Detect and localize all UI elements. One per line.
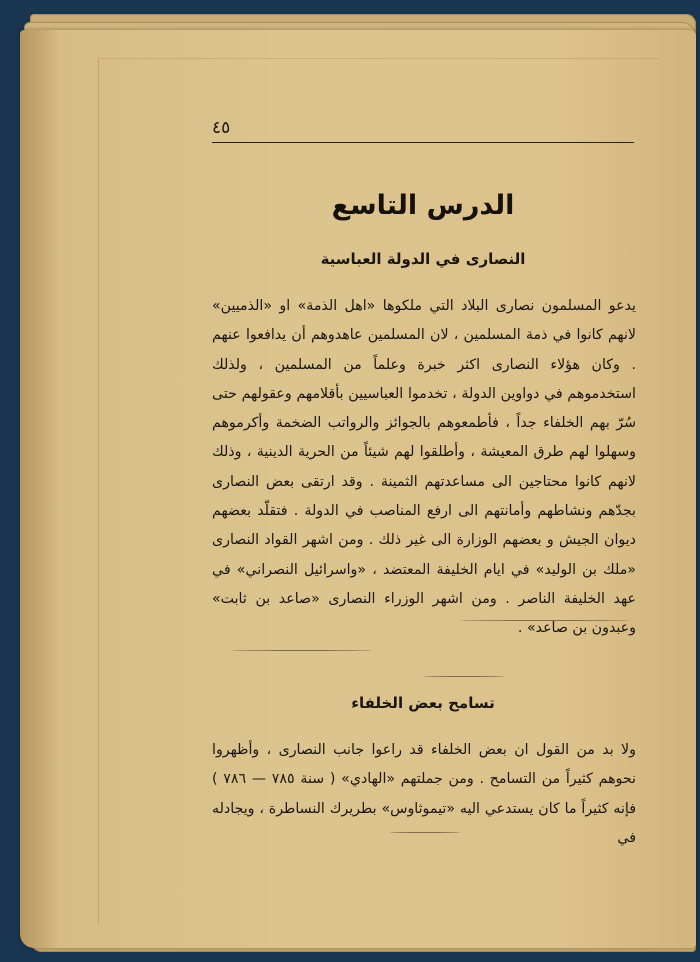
pencil-underline	[460, 620, 630, 621]
pencil-underline	[232, 650, 372, 651]
header-rule	[212, 142, 634, 143]
paragraph-2: ولا بد من القول ان بعض الخلفاء قد راعوا جانب النصارى ، وأظهروا نحوهم كثيراً من التسامح . ومن جملتهم «الهادي» ( سنة ٧٨٥ — ٧٨٦ ) فإنه كثيراً ما كان يستدعي اليه «تيموثاوس» بطريرك النساطرة ، ويجادله في	[212, 742, 636, 846]
pencil-underline	[424, 676, 504, 677]
pencil-underline	[390, 832, 460, 833]
section-title: النصارى في الدولة العباسية	[320, 250, 526, 268]
page-number: ٤٥	[212, 118, 231, 138]
paragraph-1: يدعو المسلمون نصارى البلاد التي ملكوها «اهل الذمة» او «الذميين» لانهم كانوا في ذمة المسلمين ، لان المسلمين عاهدوهم أن يدافعوا عنهم . وكان هؤلاء النصارى اكثر خبرة وعلماً من المسلمين ، ولذلك استخدموهم في دواوين الدولة ، تخدموا العباسيين بأقلامهم وعقولهم حتى سُرّ بهم الخلفاء جداً ، فأطمعوهم بالجوائز والرواتب الضخمة وأكرموهم وسهلوا لهم طرق المعيشة ، وأطلقوا لهم شيئاً من الحرية الدينية ، وذلك لانهم كانوا محتاجين الى مساعدتهم الثمينة . وقد ارتقى بعض النصارى بجدّهم ونشاطهم وأمانتهم الى ارفع المناصب في الدولة . فتقلّد بعضهم ديوان الجيش و بعضهم الوزارة الى غير ذلك . ومن اشهر القواد النصارى «ملك بن الوليد» في ايام الخليفة المعتضد ، «واسرائيل النصراني» في عهد الخليفة الناصر . ومن اشهر الوزراء النصارى «صاعد بن ثابت» وعبدون بن صاعد» .	[212, 298, 636, 637]
lesson-title: الدرس التاسع	[331, 190, 515, 221]
section-title-2: تسامح بعض الخلفاء	[351, 694, 495, 712]
page-edge-wear	[20, 30, 60, 948]
